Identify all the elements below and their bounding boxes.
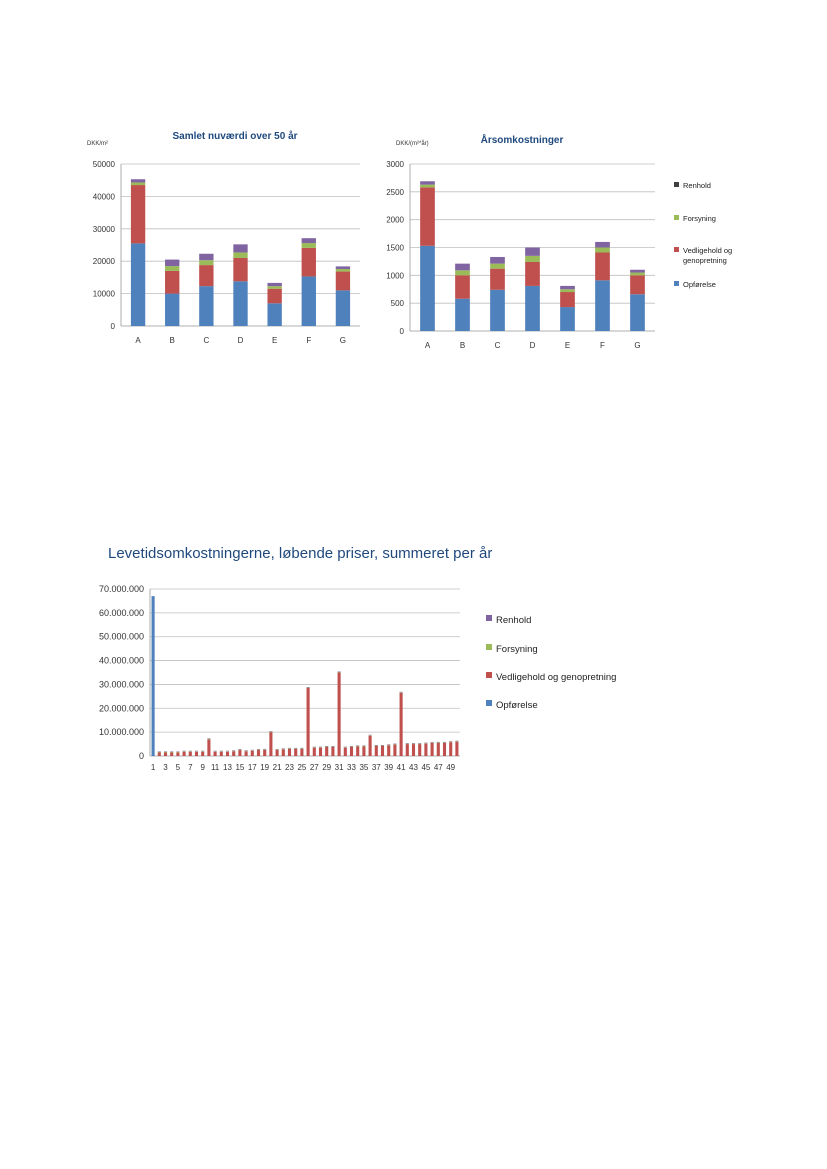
chart3-bar-renhold	[257, 749, 260, 750]
chart3-bar-vedligehold-og-genopretning	[387, 745, 390, 756]
chart1-bar-vedligehold-og-genopretning	[267, 289, 281, 304]
chart3-bar-vedligehold-og-genopretning	[294, 749, 297, 756]
chart1-bar-forsyning	[336, 269, 350, 272]
chart3-bar-forsyning	[431, 742, 434, 743]
chart3-bar-vedligehold-og-genopretning	[381, 746, 384, 756]
chart3-xtick-label: 3	[163, 763, 168, 772]
chart3-legend-opfoerelse: Opførelse	[496, 700, 538, 711]
chart2-xtick-label: B	[459, 341, 466, 350]
chart2-bar-opfoerelse	[525, 286, 540, 331]
chart3-bar-renhold	[238, 749, 241, 750]
chart3-xtick-label: 7	[188, 763, 193, 772]
chart2-xtick-label: A	[424, 341, 431, 350]
chart3-bar-forsyning	[201, 751, 204, 752]
chart2-bar-opfoerelse	[560, 307, 575, 331]
chart3-bar-vedligehold-og-genopretning	[449, 742, 452, 756]
chart2-bar-renhold	[455, 264, 470, 271]
chart3-bar-vedligehold-og-genopretning	[424, 744, 427, 756]
chart3-bar-renhold	[176, 751, 179, 752]
chart2-xtick-label: G	[634, 341, 641, 350]
chart3-xtick-label: 43	[409, 763, 418, 772]
chart3-bar-renhold	[424, 743, 427, 744]
chart3-bar-vedligehold-og-genopretning	[232, 751, 235, 756]
chart3-bar-vedligehold-og-genopretning	[220, 752, 223, 756]
chart3-bar-renhold	[263, 749, 266, 750]
chart3-bar-vedligehold-og-genopretning	[350, 747, 353, 756]
chart3-bar-vedligehold-og-genopretning	[164, 752, 167, 756]
chart3-ytick-label: 60.000.000	[98, 607, 144, 618]
chart2-ytick-label: 3000	[386, 160, 404, 169]
chart2-ylabel: DKK/(m²*år)	[396, 141, 429, 147]
chart3-legend-vedligehold: Vedligehold og genopretning	[496, 672, 617, 683]
chart3-bar-renhold	[282, 748, 285, 749]
chart2-bar-opfoerelse	[455, 299, 470, 331]
chart3-bar-forsyning	[220, 751, 223, 752]
chart3-bar-forsyning	[319, 747, 322, 748]
chart3-ytick-label: 0	[138, 751, 144, 761]
chart3-legend-swatch-vedligehold	[486, 672, 492, 678]
chart1-title: Samlet nuværdi over 50 år	[172, 131, 298, 142]
chart3-bar-renhold	[269, 731, 272, 732]
chart3-bar-renhold	[381, 745, 384, 746]
chart2-bar-renhold	[525, 248, 540, 256]
chart3-bar-vedligehold-og-genopretning	[400, 693, 403, 756]
chart3-bar-vedligehold-og-genopretning	[176, 752, 179, 756]
chart3-bar-renhold	[300, 748, 303, 749]
chart1-bar-vedligehold-og-genopretning	[336, 272, 350, 291]
chart1-bar-renhold	[199, 254, 213, 260]
chart2-bar-forsyning	[560, 289, 575, 292]
chart2-bar-forsyning	[455, 270, 470, 275]
chart3-bar-forsyning	[362, 746, 365, 747]
chart3-legend-swatch-opfoerelse	[486, 700, 492, 706]
chart3-xtick-label: 1	[150, 763, 156, 772]
chart3-bar-vedligehold-og-genopretning	[325, 747, 328, 756]
chart2-legend-swatch-renhold	[674, 182, 679, 187]
chart3-bar-renhold	[375, 745, 378, 746]
chart3-ytick-label: 40.000.000	[98, 655, 144, 666]
chart3-bar-renhold	[319, 747, 322, 748]
chart3-bar-opfoerelse	[152, 596, 155, 756]
chart1-bar-opfoerelse	[233, 281, 247, 326]
chart3-bar-forsyning	[269, 732, 272, 733]
chart1-bar-opfoerelse	[336, 290, 350, 326]
chart3-bar-renhold	[338, 672, 341, 673]
chart3-bar-forsyning	[183, 751, 186, 752]
chart2-bar-forsyning	[525, 256, 540, 262]
chart1-xtick-label: B	[169, 336, 175, 345]
chart3-bar-vedligehold-og-genopretning	[158, 752, 161, 756]
chart3-bar-renhold	[158, 751, 161, 752]
chart3-bar-renhold	[232, 750, 235, 751]
chart3-xtick-label: 39	[384, 763, 394, 772]
chart2-bar-vedligehold-og-genopretning	[525, 262, 540, 286]
chart3-legend-swatch-forsyning	[486, 644, 492, 650]
chart3-bar-forsyning	[350, 746, 353, 747]
chart1-bar-vedligehold-og-genopretning	[199, 265, 213, 286]
chart1-ytick-label: 30000	[92, 224, 115, 234]
chart3-bar-renhold	[245, 750, 248, 751]
chart3-bar-vedligehold-og-genopretning	[393, 745, 396, 756]
chart3-bar-vedligehold-og-genopretning	[170, 752, 173, 756]
chart3-bar-renhold	[313, 747, 316, 748]
chart3-xtick-label: 33	[347, 763, 356, 772]
chart3-bar-forsyning	[232, 751, 235, 752]
chart3-bar-renhold	[201, 751, 204, 752]
chart3-bar-vedligehold-og-genopretning	[183, 752, 186, 756]
chart3-bar-vedligehold-og-genopretning	[418, 744, 421, 756]
chart3-bar-forsyning	[282, 749, 285, 750]
chart2-bar-renhold	[595, 242, 610, 248]
chart3-bar-vedligehold-og-genopretning	[282, 749, 285, 756]
chart3-bar-vedligehold-og-genopretning	[338, 673, 341, 757]
chart3-bar-vedligehold-og-genopretning	[307, 688, 310, 756]
chart1-bar-forsyning	[233, 252, 247, 258]
chart3-bar-vedligehold-og-genopretning	[437, 743, 440, 756]
chart2-legend-forsyning: Forsyning	[683, 214, 716, 223]
chart3-title: Levetidsomkostningerne, løbende priser, summeret per år	[108, 545, 493, 562]
chart3-bar-forsyning	[251, 750, 254, 751]
chart3-bar-forsyning	[257, 750, 260, 751]
chart3-bar-forsyning	[331, 746, 334, 747]
chart3-bar-forsyning	[226, 751, 229, 752]
chart3-bar-renhold	[207, 738, 210, 739]
chart3-bar-renhold	[406, 743, 409, 744]
chart3-ytick-label: 50.000.000	[98, 631, 144, 642]
chart2-legend-swatch-vedligehold	[674, 247, 679, 252]
chart2-xtick-label: D	[529, 341, 536, 350]
chart3-bar-renhold	[214, 751, 217, 752]
chart1-bar-forsyning	[131, 182, 145, 185]
chart1-xtick-label: A	[135, 336, 141, 345]
chart1-bar-forsyning	[302, 243, 316, 248]
chart3-bar-forsyning	[356, 746, 359, 747]
chart1-bar-opfoerelse	[199, 286, 213, 326]
chart3-bar-vedligehold-og-genopretning	[269, 732, 272, 756]
chart3-bar-renhold	[344, 747, 347, 748]
chart1-bar-opfoerelse	[165, 294, 179, 326]
chart2-ytick-label: 2500	[386, 187, 404, 197]
chart3-bar-vedligehold-og-genopretning	[251, 751, 254, 756]
chart1-ylabel: DKK/m²	[87, 141, 108, 147]
chart3-legend-swatch-renhold	[486, 615, 492, 621]
chart3-xtick-label: 37	[371, 763, 381, 772]
chart3-bar-renhold	[387, 744, 390, 745]
chart3-bar-renhold	[400, 692, 403, 693]
chart3-bar-renhold	[369, 735, 372, 736]
chart3-xtick-label: 31	[334, 763, 344, 772]
chart2-bar-vedligehold-og-genopretning	[560, 292, 575, 307]
chart3-bar-renhold	[276, 749, 279, 750]
chart3-bar-renhold	[443, 742, 446, 743]
chart3-xtick-label: 15	[235, 763, 245, 772]
chart2-bar-opfoerelse	[490, 290, 505, 331]
chart2-bar-forsyning	[595, 248, 610, 253]
chart3-bar-forsyning	[412, 744, 415, 745]
chart-levetidsomkostninger	[80, 530, 617, 800]
chart2-bar-forsyning	[490, 264, 505, 269]
chart1-bar-opfoerelse	[131, 243, 145, 326]
chart2-ytick-label: 0	[399, 327, 404, 336]
chart1-bar-renhold	[302, 238, 316, 243]
chart2-legend-vedligehold: Vedligehold og genopretning	[683, 246, 733, 265]
chart3-xtick-label: 45	[421, 763, 431, 772]
chart3-bar-renhold	[325, 746, 328, 747]
chart3-xtick-label: 17	[247, 763, 257, 772]
chart3-xtick-label: 13	[223, 763, 232, 772]
chart3-bar-vedligehold-og-genopretning	[257, 750, 260, 756]
chart3-legend-forsyning: Forsyning	[496, 644, 538, 655]
chart3-ytick-label: 70.000.000	[98, 584, 144, 594]
chart2-bar-vedligehold-og-genopretning	[420, 187, 435, 245]
chart3-bar-renhold	[189, 751, 192, 752]
chart3-bar-vedligehold-og-genopretning	[443, 743, 446, 756]
chart3-bar-forsyning	[387, 745, 390, 746]
chart3-bar-forsyning	[207, 739, 210, 740]
chart3-bar-vedligehold-og-genopretning	[238, 750, 241, 756]
chart3-xtick-label: 49	[446, 763, 456, 772]
chart3-bar-forsyning	[344, 747, 347, 748]
chart3-bar-forsyning	[300, 748, 303, 749]
chart3-bar-renhold	[393, 744, 396, 745]
chart1-bar-vedligehold-og-genopretning	[131, 185, 145, 243]
chart3-bar-vedligehold-og-genopretning	[331, 747, 334, 756]
chart3-bar-vedligehold-og-genopretning	[245, 751, 248, 756]
chart2-xtick-label: E	[564, 341, 571, 350]
chart3-bar-forsyning	[381, 746, 384, 747]
chart3-bar-vedligehold-og-genopretning	[431, 743, 434, 756]
chart2-bar-vedligehold-og-genopretning	[595, 253, 610, 281]
chart1-ytick-label: 40000	[92, 192, 115, 202]
chart3-bar-forsyning	[325, 746, 328, 747]
chart1-bar-opfoerelse	[267, 303, 281, 326]
chart1-xtick-label: F	[306, 336, 312, 345]
chart3-bar-vedligehold-og-genopretning	[214, 752, 217, 756]
chart3-bar-forsyning	[245, 751, 248, 752]
chart2-bar-opfoerelse	[420, 246, 435, 331]
chart3-bar-vedligehold-og-genopretning	[369, 736, 372, 756]
chart2-bar-vedligehold-og-genopretning	[630, 275, 645, 294]
chart3-bar-forsyning	[307, 688, 310, 689]
chart3-bar-forsyning	[418, 744, 421, 745]
chart3-bar-vedligehold-og-genopretning	[375, 746, 378, 756]
chart2-bar-forsyning	[630, 273, 645, 276]
chart3-bar-forsyning	[170, 752, 173, 753]
chart3-bar-renhold	[418, 743, 421, 744]
chart3-bar-renhold	[183, 751, 186, 752]
chart3-bar-vedligehold-og-genopretning	[288, 749, 291, 756]
chart1-bar-vedligehold-og-genopretning	[302, 248, 316, 277]
chart3-bar-renhold	[437, 742, 440, 743]
chart3-bar-vedligehold-og-genopretning	[189, 752, 192, 756]
chart1-xtick-label: D	[237, 336, 244, 345]
chart3-bar-vedligehold-og-genopretning	[344, 748, 347, 756]
chart3-ytick-label: 30.000.000	[98, 679, 144, 690]
chart3-xtick-label: 35	[359, 763, 369, 772]
chart1-bar-renhold	[233, 244, 247, 252]
chart3-bar-vedligehold-og-genopretning	[412, 744, 415, 756]
chart3-bar-forsyning	[449, 742, 452, 743]
chart3-bar-forsyning	[263, 749, 266, 750]
chart3-bar-renhold	[288, 748, 291, 749]
chart3-bar-renhold	[307, 687, 310, 688]
chart3-bar-renhold	[455, 741, 458, 742]
chart3-xtick-label: 9	[200, 763, 205, 772]
chart1-bar-forsyning	[165, 266, 179, 271]
chart1-bar-vedligehold-og-genopretning	[233, 258, 247, 281]
chart3-bar-vedligehold-og-genopretning	[362, 746, 365, 756]
chart1-ytick-label: 0	[110, 322, 115, 331]
chart3-bar-renhold	[431, 742, 434, 743]
chart3-bar-renhold	[331, 746, 334, 747]
chart3-bar-forsyning	[369, 735, 372, 736]
chart3-xtick-label: 19	[260, 763, 270, 772]
chart3-bar-forsyning	[238, 750, 241, 751]
chart2-bar-opfoerelse	[630, 294, 645, 331]
chart3-bar-forsyning	[195, 751, 198, 752]
chart3-bar-forsyning	[288, 748, 291, 749]
chart1-xtick-label: G	[339, 336, 347, 345]
chart3-xtick-label: 21	[272, 763, 282, 772]
chart3-bar-renhold	[350, 746, 353, 747]
chart3-bar-vedligehold-og-genopretning	[201, 752, 204, 756]
chart3-bar-forsyning	[294, 748, 297, 749]
chart3-bar-forsyning	[393, 744, 396, 745]
chart3-bar-renhold	[412, 743, 415, 744]
chart3-xtick-label: 11	[210, 763, 220, 772]
chart3-bar-renhold	[356, 746, 359, 747]
chart-samlet-nuvaerdi	[80, 120, 370, 360]
chart1-xtick-label: C	[203, 336, 210, 345]
chart3-bar-forsyning	[338, 672, 341, 673]
chart2-legend-opfoerelse: Opførelse	[683, 280, 716, 289]
chart3-bar-vedligehold-og-genopretning	[207, 739, 210, 756]
chart1-bar-forsyning	[199, 260, 213, 265]
chart3-bar-renhold	[294, 748, 297, 749]
chart-aarsomkostninger	[360, 120, 740, 360]
chart3-xtick-label: 29	[322, 763, 332, 772]
chart3-bar-vedligehold-og-genopretning	[195, 752, 198, 756]
chart3-bar-vedligehold-og-genopretning	[406, 744, 409, 756]
chart3-ytick-label: 20.000.000	[98, 703, 144, 714]
chart3-xtick-label: 47	[433, 763, 443, 772]
chart3-bar-vedligehold-og-genopretning	[226, 752, 229, 756]
chart1-xtick-label: E	[271, 336, 278, 345]
chart2-legend-renhold: Renhold	[683, 181, 711, 190]
chart3-bar-vedligehold-og-genopretning	[276, 750, 279, 756]
chart1-bar-vedligehold-og-genopretning	[165, 271, 179, 294]
chart3-legend-renhold: Renhold	[496, 615, 532, 626]
chart3-bar-vedligehold-og-genopretning	[313, 748, 316, 756]
chart2-bar-vedligehold-og-genopretning	[490, 269, 505, 290]
chart2-bar-renhold	[490, 257, 505, 264]
chart2-bar-renhold	[560, 286, 575, 289]
chart3-xtick-label: 25	[297, 763, 307, 772]
chart3-bar-renhold	[362, 746, 365, 747]
chart3-bar-forsyning	[158, 752, 161, 753]
chart1-bar-renhold	[165, 260, 179, 266]
chart1-ytick-label: 50000	[92, 160, 115, 169]
chart2-ytick-label: 500	[390, 299, 404, 309]
chart3-bar-renhold	[195, 751, 198, 752]
chart2-xtick-label: F	[600, 341, 605, 350]
chart3-bar-forsyning	[443, 742, 446, 743]
chart3-bar-forsyning	[455, 741, 458, 742]
chart1-bar-opfoerelse	[302, 276, 316, 326]
chart3-bar-vedligehold-og-genopretning	[356, 746, 359, 756]
chart3-xtick-label: 41	[396, 763, 406, 772]
chart1-ytick-label: 20000	[92, 257, 115, 267]
chart3-bar-renhold	[170, 751, 173, 752]
chart3-bar-forsyning	[437, 742, 440, 743]
chart1-ytick-label: 10000	[92, 289, 115, 299]
chart3-bar-renhold	[251, 750, 254, 751]
chart3-bar-forsyning	[400, 692, 403, 693]
chart2-bar-renhold	[420, 181, 435, 184]
chart1-bar-forsyning	[267, 286, 281, 289]
chart1-bar-renhold	[131, 179, 145, 182]
chart2-ytick-label: 1500	[386, 243, 404, 253]
chart3-xtick-label: 5	[175, 763, 181, 772]
chart2-legend-swatch-opfoerelse	[674, 281, 679, 286]
chart1-bar-renhold	[336, 266, 350, 269]
chart2-ytick-label: 2000	[386, 215, 404, 225]
chart2-bar-vedligehold-og-genopretning	[455, 275, 470, 298]
chart2-title: Årsomkostninger	[480, 135, 564, 146]
chart1-bar-renhold	[267, 283, 281, 286]
chart2-bar-opfoerelse	[595, 280, 610, 331]
chart2-bar-renhold	[630, 270, 645, 273]
chart3-bar-forsyning	[214, 751, 217, 752]
chart3-bar-renhold	[449, 741, 452, 742]
chart3-bar-vedligehold-og-genopretning	[455, 742, 458, 756]
chart3-bar-renhold	[220, 751, 223, 752]
chart3-bar-vedligehold-og-genopretning	[300, 749, 303, 756]
chart2-legend-swatch-forsyning	[674, 215, 679, 220]
chart3-bar-forsyning	[276, 750, 279, 751]
chart2-xtick-label: C	[494, 341, 501, 350]
chart2-bar-forsyning	[420, 185, 435, 188]
chart3-bar-renhold	[226, 751, 229, 752]
chart3-bar-forsyning	[313, 747, 316, 748]
chart3-xtick-label: 23	[285, 763, 294, 772]
chart3-ytick-label: 10.000.000	[98, 727, 144, 738]
chart3-bar-forsyning	[176, 752, 179, 753]
chart3-bar-vedligehold-og-genopretning	[263, 750, 266, 756]
chart3-bar-renhold	[164, 751, 167, 752]
chart3-bar-forsyning	[189, 751, 192, 752]
chart3-xtick-label: 27	[309, 763, 319, 772]
chart3-bar-forsyning	[164, 752, 167, 753]
chart3-bar-forsyning	[424, 743, 427, 744]
chart3-bar-forsyning	[406, 744, 409, 745]
chart3-bar-vedligehold-og-genopretning	[319, 748, 322, 756]
chart3-bar-forsyning	[375, 746, 378, 747]
chart2-ytick-label: 1000	[386, 271, 404, 281]
